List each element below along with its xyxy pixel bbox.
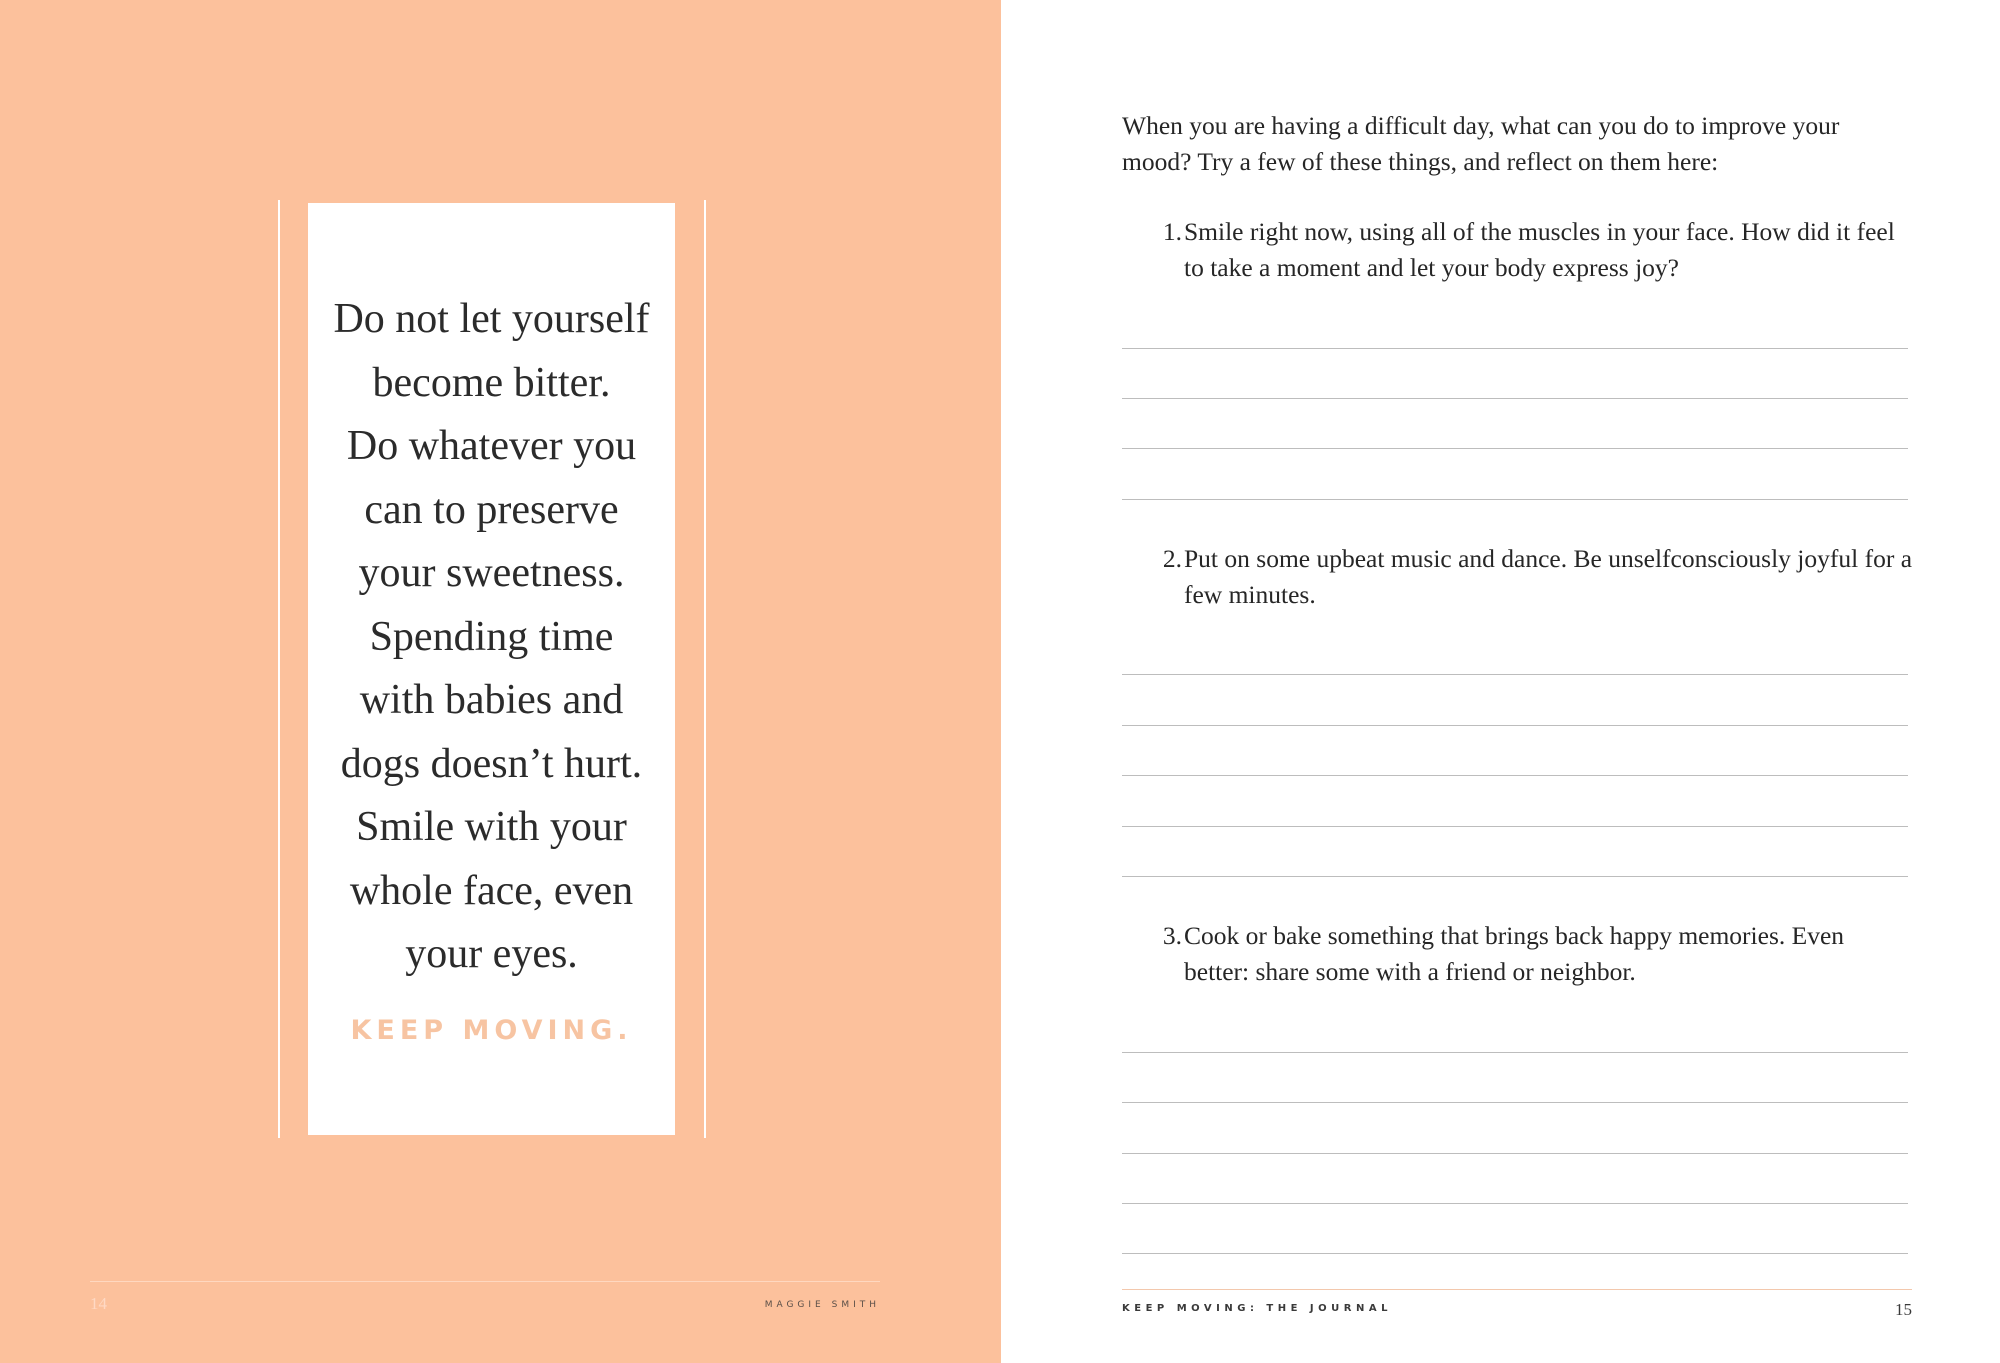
quote-line: your eyes. bbox=[405, 931, 578, 977]
prompt-number: 1. bbox=[1162, 217, 1182, 246]
writing-line bbox=[1122, 1102, 1908, 1103]
prompt-3 bbox=[1152, 918, 1912, 990]
frame-line-left bbox=[278, 200, 280, 1138]
prompt-number: 2. bbox=[1162, 544, 1182, 573]
prompt-text: Smile right now, using all of the muscles in your face. How did it feel to take a moment and let your body express joy? bbox=[1184, 217, 1895, 282]
quote-line: whole face, even bbox=[349, 867, 634, 914]
quote-text bbox=[308, 288, 675, 987]
footer-rule bbox=[1122, 1289, 1912, 1290]
quote-line: Smile with your bbox=[356, 804, 627, 850]
writing-line bbox=[1122, 348, 1908, 349]
writing-line bbox=[1122, 398, 1908, 399]
prompt-1 bbox=[1152, 214, 1912, 286]
prompt-text: Put on some upbeat music and dance. Be unselfconsciously joyful for a few minutes. bbox=[1184, 544, 1913, 609]
quote-line: your sweetness. bbox=[358, 550, 625, 596]
writing-line bbox=[1122, 725, 1908, 726]
frame-line-right bbox=[704, 200, 706, 1138]
quote-line: dogs doesn’t hurt. bbox=[340, 740, 643, 787]
quote-line: can to preserve bbox=[364, 486, 619, 533]
writing-line bbox=[1122, 1253, 1908, 1254]
writing-line bbox=[1122, 1203, 1908, 1204]
writing-line bbox=[1122, 499, 1908, 500]
quote-line: with babies and bbox=[359, 677, 624, 723]
writing-line bbox=[1122, 876, 1908, 877]
quote-line: Spending time bbox=[369, 613, 614, 660]
footer-rule bbox=[90, 1281, 880, 1282]
prompt-number: 3. bbox=[1162, 921, 1182, 950]
writing-line bbox=[1122, 448, 1908, 449]
right-page bbox=[1001, 0, 2000, 1363]
prompt-text: Cook or bake something that brings back happy memories. Even better: share some with a friend or neighbor. bbox=[1184, 921, 1845, 986]
quote-line: Do whatever you bbox=[346, 423, 637, 469]
quote-card bbox=[308, 203, 675, 1135]
writing-line bbox=[1122, 1153, 1908, 1154]
quote-line: become bitter. bbox=[372, 359, 611, 406]
page-number: 14 bbox=[90, 1294, 107, 1313]
prompt-2 bbox=[1152, 541, 1912, 613]
quote-line: Do not let yourself bbox=[333, 296, 650, 342]
running-head-author: MAGGIE SMITH bbox=[764, 1300, 880, 1310]
intro-paragraph: When you are having a difficult day, what can you do to improve your mood? Try a few of these things, and reflect on them here: bbox=[1122, 111, 1840, 176]
writing-line bbox=[1122, 826, 1908, 827]
writing-line bbox=[1122, 1052, 1908, 1053]
writing-line bbox=[1122, 775, 1908, 776]
writing-line bbox=[1122, 674, 1908, 675]
page-number: 15 bbox=[1895, 1300, 1912, 1319]
running-head-title: KEEP MOVING: THE JOURNAL bbox=[1122, 1303, 1392, 1314]
quote-brand: KEEP MOVING. bbox=[350, 1015, 633, 1046]
